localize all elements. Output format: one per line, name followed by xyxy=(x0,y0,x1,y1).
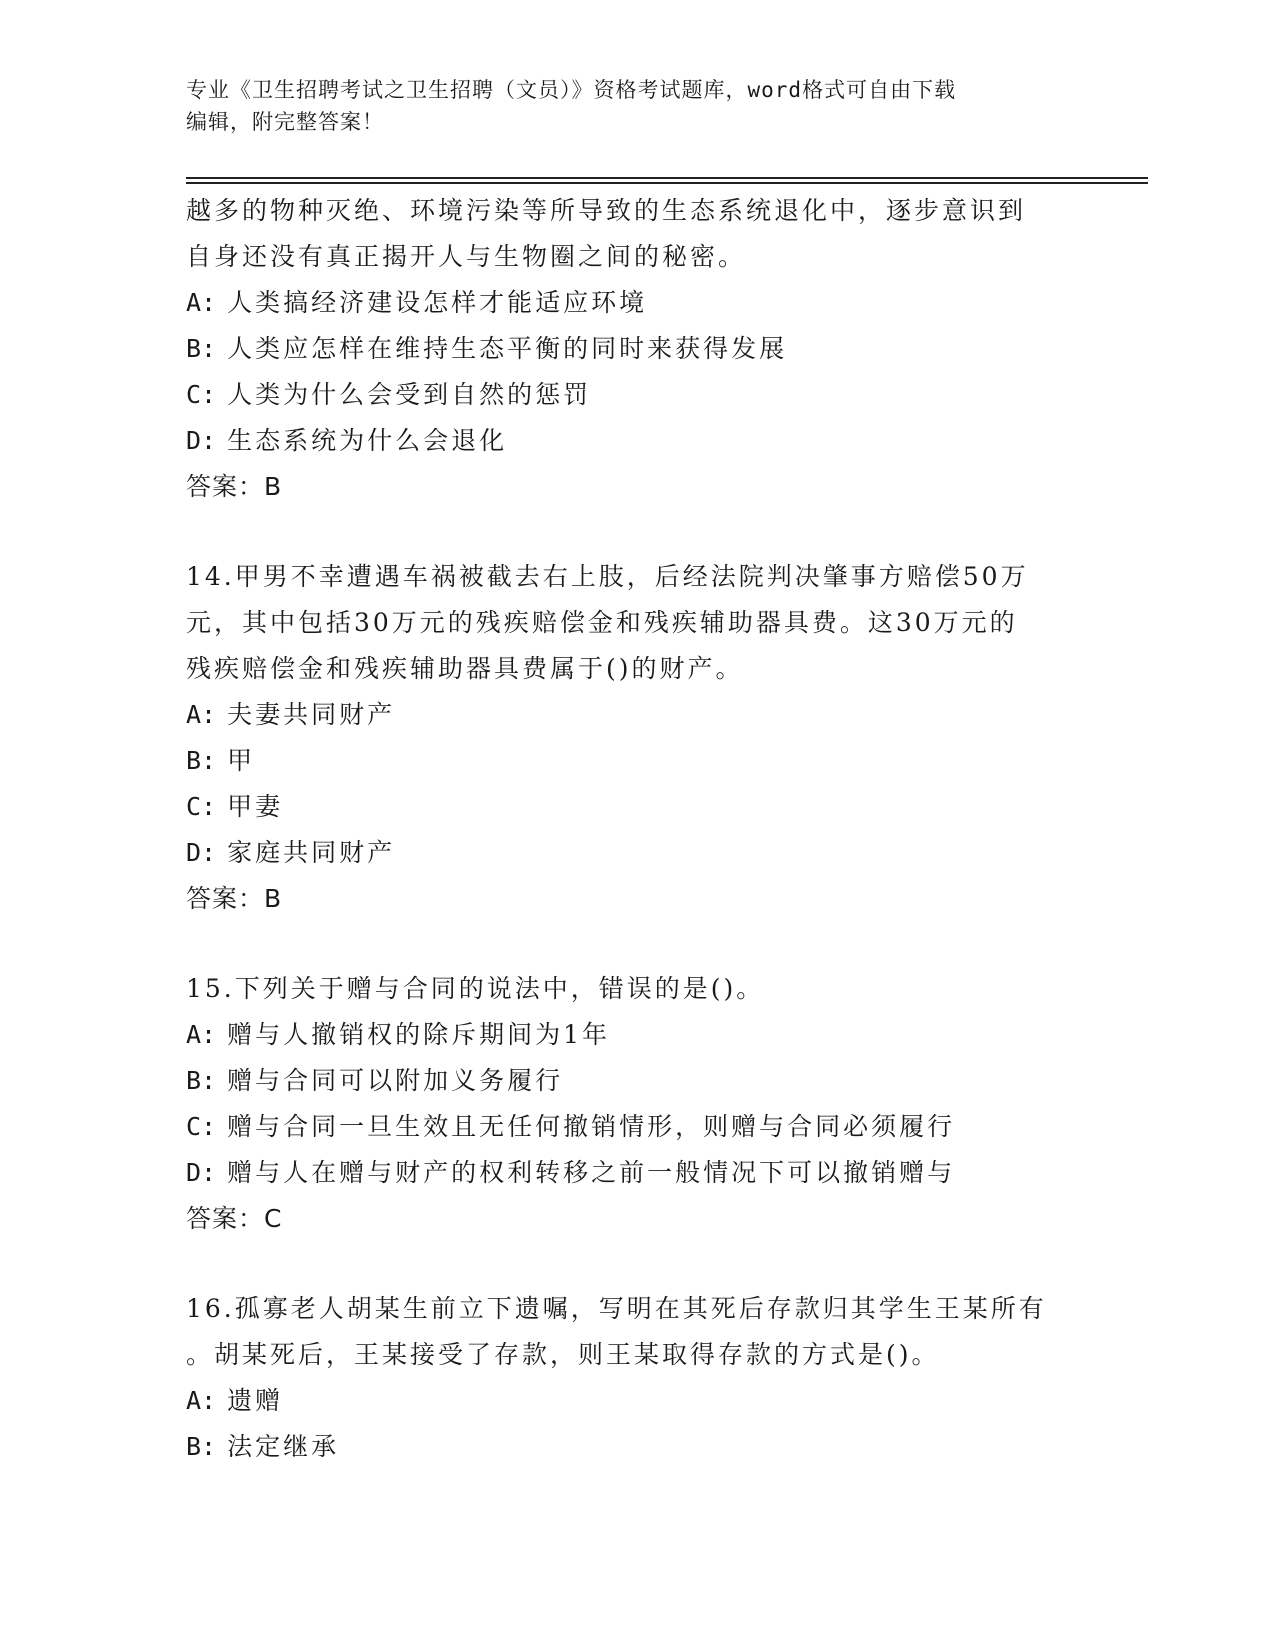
document-header xyxy=(186,74,1086,138)
option-a: A: 人类搞经济建设怎样才能适应环境 xyxy=(186,288,648,317)
question-list xyxy=(186,188,1086,1470)
option-c: C: 甲妻 xyxy=(186,792,284,821)
question-stem-line: 14.甲男不幸遭遇车祸被截去右上肢，后经法院判决肇事方赔偿50万 xyxy=(186,562,1029,591)
option-b: B: 甲 xyxy=(186,746,256,775)
option-c: C: 人类为什么会受到自然的惩罚 xyxy=(186,380,592,409)
option-a: A: 遗赠 xyxy=(186,1386,284,1415)
header-divider-bottom xyxy=(186,182,1148,184)
header-divider-top xyxy=(186,177,1148,179)
answer-line: 答案：B xyxy=(186,884,283,913)
answer-line: 答案：C xyxy=(186,1204,283,1233)
question-14 xyxy=(186,554,1086,922)
question-stem-line: 残疾赔偿金和残疾辅助器具费属于()的财产。 xyxy=(186,654,744,683)
question-stem-line: 越多的物种灭绝、环境污染等所导致的生态系统退化中，逐步意识到 xyxy=(186,196,1027,225)
question-15 xyxy=(186,966,1086,1242)
option-d: D: 家庭共同财产 xyxy=(186,838,396,867)
header-line-2: 编辑，附完整答案！ xyxy=(186,110,384,134)
question-stem-line: 16.孤寡老人胡某生前立下遗嘱，写明在其死后存款归其学生王某所有 xyxy=(186,1294,1047,1323)
question-16 xyxy=(186,1286,1086,1470)
option-b: B: 赠与合同可以附加义务履行 xyxy=(186,1066,564,1095)
question-stem-line: 元，其中包括30万元的残疾赔偿金和残疾辅助器具费。这30万元的 xyxy=(186,608,1018,637)
question-13 xyxy=(186,188,1086,510)
option-b: B: 人类应怎样在维持生态平衡的同时来获得发展 xyxy=(186,334,788,363)
option-a: A: 夫妻共同财产 xyxy=(186,700,396,729)
answer-line: 答案：B xyxy=(186,472,283,501)
header-line-1: 专业《卫生招聘考试之卫生招聘（文员）》资格考试题库，word格式可自由下载 xyxy=(186,78,957,102)
option-c: C: 赠与合同一旦生效且无任何撤销情形，则赠与合同必须履行 xyxy=(186,1112,956,1141)
option-d: D: 赠与人在赠与财产的权利转移之前一般情况下可以撤销赠与 xyxy=(186,1158,956,1187)
question-stem-line: 自身还没有真正揭开人与生物圈之间的秘密。 xyxy=(186,242,747,271)
option-d: D: 生态系统为什么会退化 xyxy=(186,426,508,455)
option-b: B: 法定继承 xyxy=(186,1432,340,1461)
question-stem-line: 。胡某死后，王某接受了存款，则王某取得存款的方式是()。 xyxy=(186,1340,940,1369)
question-stem-line: 15.下列关于赠与合同的说法中，错误的是()。 xyxy=(186,974,765,1003)
option-a: A: 赠与人撤销权的除斥期间为1年 xyxy=(186,1020,610,1049)
